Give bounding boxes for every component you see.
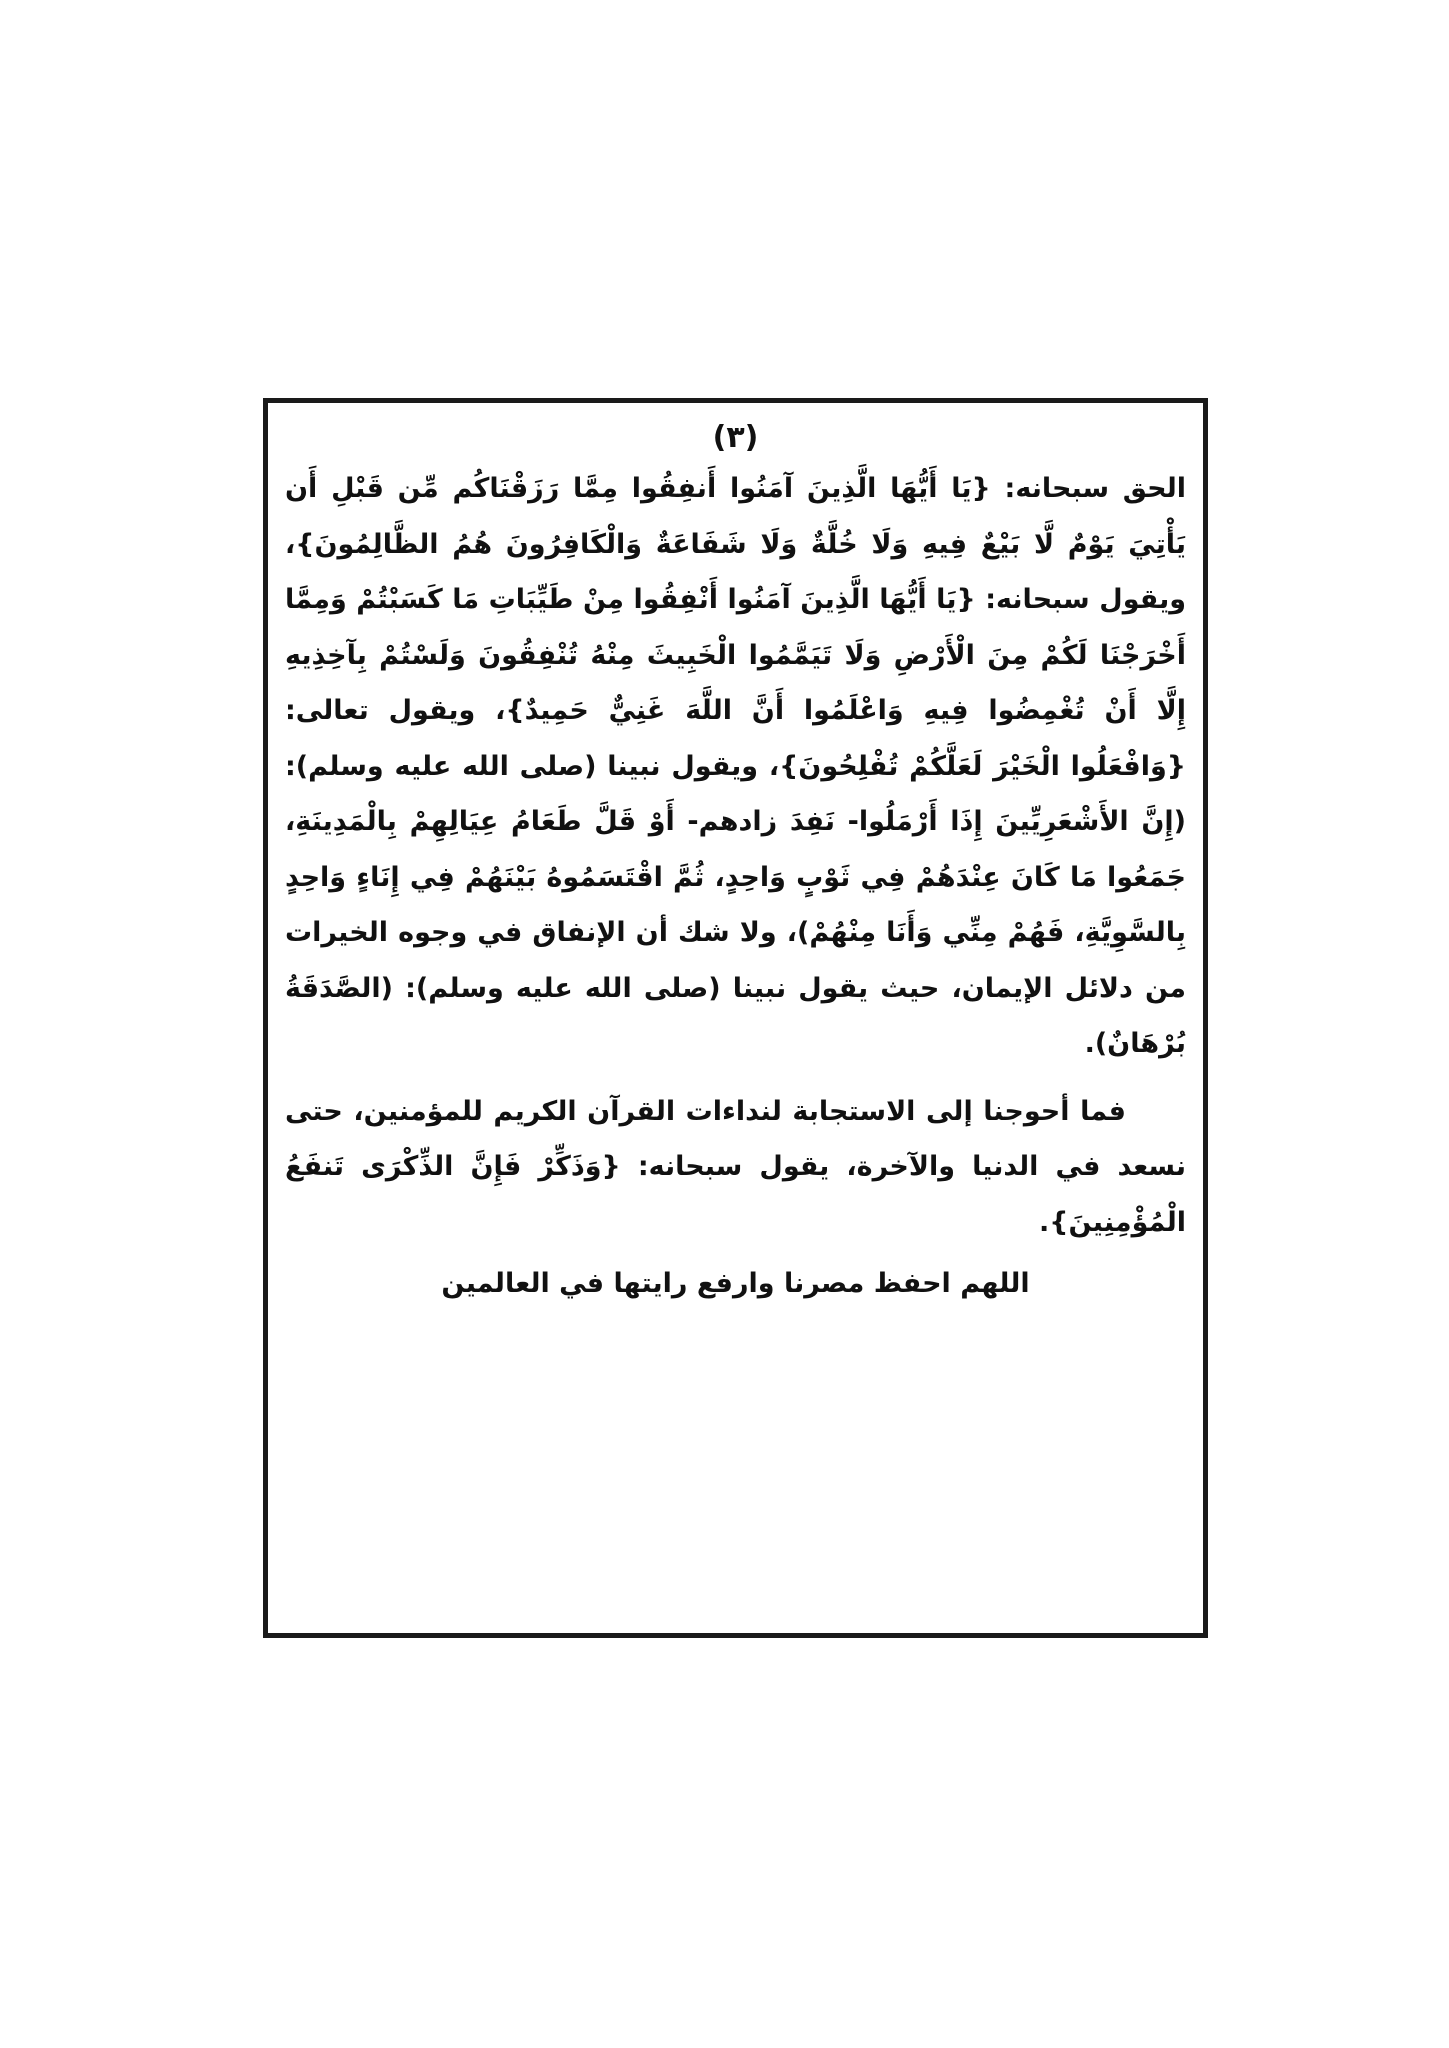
page-content	[285, 415, 1186, 1613]
body-paragraph-2: فما أحوجنا إلى الاستجابة لنداءات القرآن الكريم للمؤمنين، حتى نسعد في الدنيا والآخرة، يقول سبحانه: {وَذَكِّرْ فَإِنَّ الذِّكْرَى تَنفَعُ الْمُؤْمِنِينَ}.	[285, 1095, 1186, 1238]
page-number: (٣)	[712, 420, 759, 455]
page-frame	[263, 398, 1208, 1638]
body-paragraph-1: الحق سبحانه: {يَا أَيُّهَا الَّذِينَ آمَنُوا أَنفِقُوا مِمَّا رَزَقْنَاكُم مِّن قَبْلِ أَن يَأْتِيَ يَوْمٌ لَّا بَيْعٌ فِيهِ وَلَا خُلَّةٌ وَلَا شَفَاعَةٌ وَالْكَافِرُونَ هُمُ الظَّالِمُونَ}، ويقول سبحانه: {يَا أَيُّهَا الَّذِينَ آمَنُوا أَنْفِقُوا مِنْ طَيِّبَاتِ مَا كَسَبْتُمْ وَمِمَّا أَخْرَجْنَا لَكُمْ مِنَ الْأَرْضِ وَلَا تَيَمَّمُوا الْخَبِيثَ مِنْهُ تُنْفِقُونَ وَلَسْتُمْ بِآخِذِيهِ إِلَّا أَنْ تُغْمِضُوا فِيهِ وَاعْلَمُوا أَنَّ اللَّهَ غَنِيٌّ حَمِيدٌ}، ويقول تعالى: {وَافْعَلُوا الْخَيْرَ لَعَلَّكُمْ تُفْلِحُونَ}، ويقول نبينا (صلى الله عليه وسلم): (إِنَّ الأَشْعَرِيِّينَ إِذَا أَرْمَلُوا- نَفِدَ زادهم- أَوْ قَلَّ طَعَامُ عِيَالِهِمْ بِالْمَدِينَةِ، جَمَعُوا مَا كَانَ عِنْدَهُمْ فِي ثَوْبٍ وَاحِدٍ، ثُمَّ اقْتَسَمُوهُ بَيْنَهُمْ فِي إِنَاءٍ وَاحِدٍ بِالسَّوِيَّةِ، فَهُمْ مِنِّي وَأَنَا مِنْهُمْ)، ولا شك أن الإنفاق في وجوه الخيرات من دلائل الإيمان، حيث يقول نبينا (صلى الله عليه وسلم): (الصَّدَقَةُ بُرْهَانٌ).	[285, 473, 1186, 1059]
closing-prayer: اللهم احفظ مصرنا وارفع رايتها في العالمين	[441, 1268, 1030, 1299]
